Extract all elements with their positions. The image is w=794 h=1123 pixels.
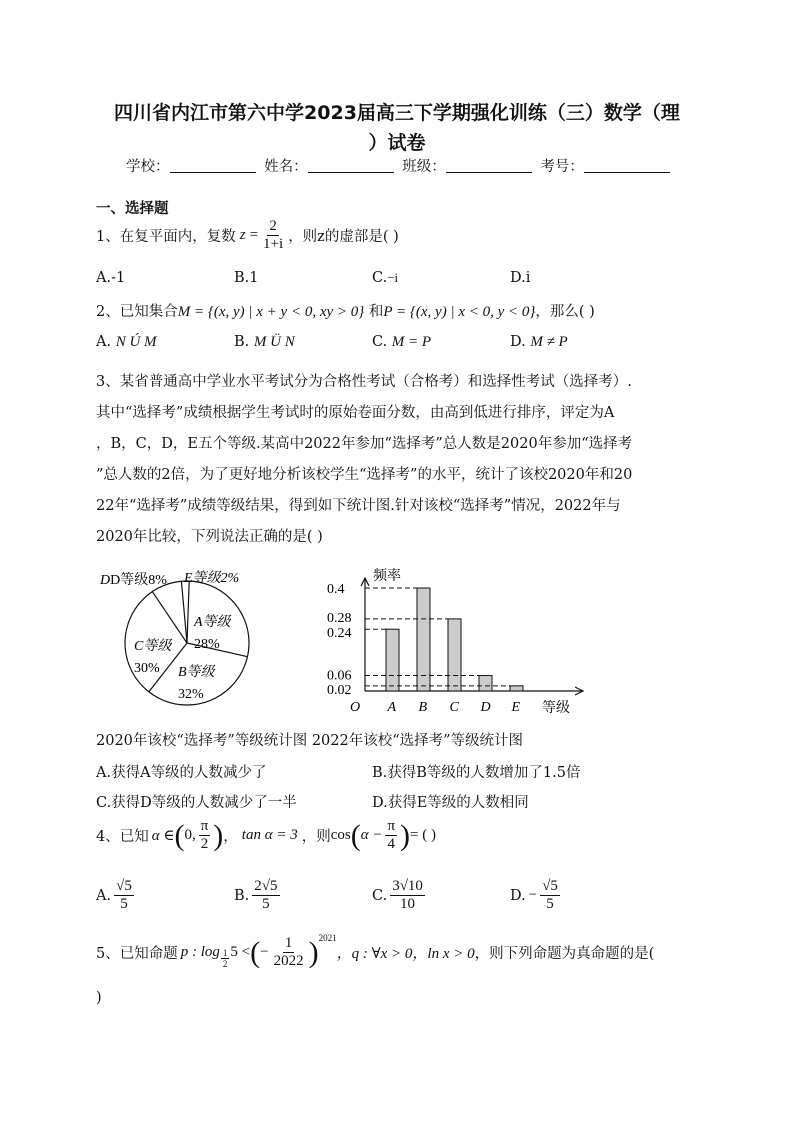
pie-label-d: DD等级8% bbox=[100, 573, 167, 588]
q3-line-4: ”总人数的2倍，为了更好地分析该校学生“选择考”的水平，统计了该校2020年和20 bbox=[96, 467, 633, 483]
pie-label-a: A等级 bbox=[194, 615, 231, 630]
pie-value-b: 32% bbox=[178, 687, 204, 702]
number-blank[interactable] bbox=[584, 158, 670, 173]
q3-line-6: 2020年比较，下列说法正确的是( ) bbox=[96, 529, 323, 545]
info-number-label: 考号： bbox=[540, 159, 584, 175]
y-tick-0-24: 0.24 bbox=[327, 626, 352, 642]
class-blank[interactable] bbox=[446, 158, 532, 173]
bar-d bbox=[479, 676, 492, 691]
q1-prefix: 1、在复平面内，复数 bbox=[96, 229, 236, 246]
pie-value-c: 30% bbox=[134, 661, 160, 676]
q3-option-b[interactable]: B.获得B等级的人数增加了1.5倍 bbox=[372, 765, 581, 781]
chart-caption: 2020年该校“选择考”等级统计图 2022年该校“选择考”等级统计图 bbox=[96, 733, 524, 749]
q3-option-d[interactable]: D.获得E等级的人数相同 bbox=[372, 795, 529, 811]
pie-chart bbox=[90, 560, 270, 715]
pie-label-c: C等级 bbox=[134, 639, 172, 654]
q1-suffix: ，则z的虚部是( ) bbox=[288, 229, 399, 246]
q1-var: z bbox=[239, 227, 246, 244]
x-tick-a: A bbox=[387, 700, 397, 715]
pie-label-e: E等级2% bbox=[184, 571, 240, 586]
question-5: 5、已知命题 p : log $\frac{1}{2}$ 5 < ( − $\frac{1}{2022}$ ) 2021 ，q : ∀x > 0，ln x > 0 ，则下列命题为真命题的是( bbox=[96, 933, 655, 970]
page-title-line2: ）试卷 bbox=[368, 132, 426, 154]
origin-label: O bbox=[350, 700, 361, 715]
y-tick-0-4: 0.4 bbox=[327, 582, 345, 597]
x-tick-e: E bbox=[511, 700, 521, 715]
q2-option-a[interactable]: A. N Ú M bbox=[96, 334, 157, 350]
q2-option-c[interactable]: C. M = P bbox=[372, 334, 432, 350]
info-school-label: 学校： bbox=[126, 159, 170, 175]
q1-option-d[interactable]: D.i bbox=[510, 270, 531, 286]
y-tick-0-06: 0.06 bbox=[327, 668, 352, 684]
info-line bbox=[126, 155, 674, 176]
pie-label-b: B等级 bbox=[178, 665, 215, 680]
q3-option-c[interactable]: C.获得D等级的人数减少了一半 bbox=[96, 795, 297, 811]
question-2: 2、已知集合M = {(x, y) | x + y < 0, xy > 0} 和P = {(x, y) | x < 0, y < 0}，那么( ) bbox=[96, 304, 595, 320]
bar-a bbox=[386, 629, 399, 691]
x-tick-c: C bbox=[449, 700, 459, 715]
q1-fraction: $\frac{2}{1+i}$ bbox=[263, 218, 284, 253]
q5-close: ) bbox=[96, 990, 102, 1006]
question-4: 4、已知 α ∈ ( 0, $\frac{\pi}{2}$ ) ， tan α = 3 ，则 cos ( α − $\frac{\pi}{4}$ ) = ( ) bbox=[96, 818, 436, 853]
q3-line-5: 22年“选择考”成绩等级结果，得到如下统计图.针对该校“选择考”情况，2022年与 bbox=[96, 498, 621, 514]
q1-option-c[interactable]: C.−i bbox=[372, 270, 399, 286]
q4-option-c[interactable]: C. $\frac{3√10}{10}$ bbox=[372, 878, 423, 913]
bar-e bbox=[510, 686, 523, 691]
q4-option-b[interactable]: B. $\frac{2√5}{5}$ bbox=[234, 878, 278, 913]
q1-option-a[interactable]: A.-1 bbox=[96, 270, 126, 286]
section-heading: 一、选择题 bbox=[96, 201, 169, 217]
x-axis-label: 等级 bbox=[542, 701, 570, 716]
y-tick-0-28: 0.28 bbox=[327, 610, 352, 626]
bar-c bbox=[448, 619, 461, 691]
page-title-line1: 四川省内江市第六中学2023届高三下学期强化训练（三）数学（理 bbox=[114, 102, 680, 124]
q3-option-a[interactable]: A.获得A等级的人数减少了 bbox=[96, 765, 267, 781]
q3-line-2: 其中“选择考”成绩根据学生考试时的原始卷面分数，由高到低进行排序，评定为A bbox=[96, 405, 615, 421]
q1-option-b[interactable]: B.1 bbox=[234, 270, 259, 286]
school-blank[interactable] bbox=[170, 158, 256, 173]
x-tick-b: B bbox=[418, 700, 428, 715]
q3-line-1: 3、某省普通高中学业水平考试分为合格性考试（合格考）和选择性考试（选择考）. bbox=[96, 374, 632, 390]
info-name-label: 姓名： bbox=[264, 159, 308, 175]
x-tick-d: D bbox=[480, 700, 491, 715]
q3-line-3: ，B，C，D，E五个等级.某高中2022年参加“选择考”总人数是2020年参加“选择考 bbox=[96, 436, 633, 452]
pie-value-a: 28% bbox=[194, 637, 220, 652]
question-1: 1、在复平面内，复数 z = $\frac{2}{1+i}$ ，则z的虚部是( ) bbox=[96, 218, 399, 253]
y-tick-0-02: 0.02 bbox=[327, 682, 352, 698]
name-blank[interactable] bbox=[308, 158, 394, 173]
q4-option-d[interactable]: D. − $\frac{√5}{5}$ bbox=[510, 878, 558, 913]
bar-chart bbox=[320, 560, 590, 720]
info-class-label: 班级： bbox=[402, 159, 446, 175]
y-axis-label: 频率 bbox=[373, 569, 401, 584]
q2-option-d[interactable]: D. M ≠ P bbox=[510, 334, 568, 350]
q2-option-b[interactable]: B. M Ü N bbox=[234, 334, 295, 350]
q4-option-a[interactable]: A. $\frac{√5}{5}$ bbox=[96, 878, 132, 913]
